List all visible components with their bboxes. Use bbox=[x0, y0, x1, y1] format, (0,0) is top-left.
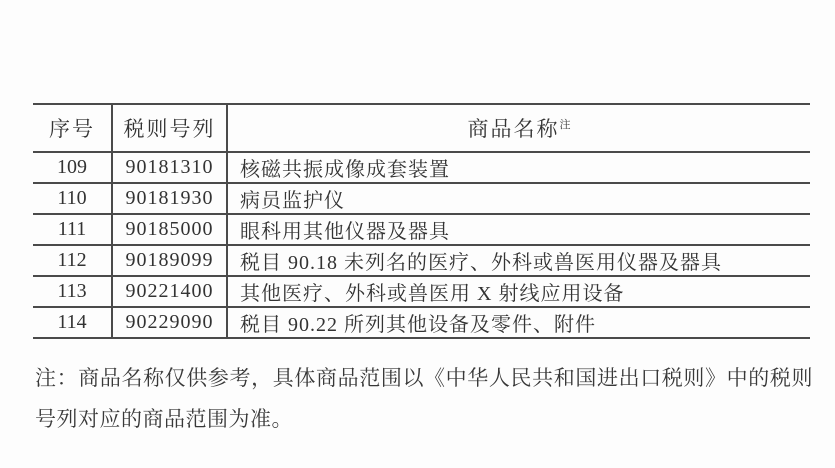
cell-seq: 113 bbox=[33, 276, 112, 307]
cell-name: 税目 90.22 所列其他设备及零件、附件 bbox=[227, 307, 810, 338]
header-seq: 序号 bbox=[33, 104, 112, 152]
cell-name: 病员监护仪 bbox=[227, 183, 810, 214]
table-header-row bbox=[33, 104, 810, 152]
cell-code: 90189099 bbox=[112, 245, 227, 276]
table-row bbox=[33, 276, 810, 307]
header-note-superscript: 注 bbox=[559, 119, 571, 131]
cell-seq: 114 bbox=[33, 307, 112, 338]
cell-seq: 109 bbox=[33, 152, 112, 183]
cell-name: 眼科用其他仪器及器具 bbox=[227, 214, 810, 245]
header-name-label: 商品名称 bbox=[467, 117, 560, 141]
cell-seq: 111 bbox=[33, 214, 112, 245]
cell-code: 90185000 bbox=[112, 214, 227, 245]
header-code: 税则号列 bbox=[112, 104, 227, 152]
cell-code: 90229090 bbox=[112, 307, 227, 338]
cell-code: 90221400 bbox=[112, 276, 227, 307]
cell-code: 90181930 bbox=[112, 183, 227, 214]
cell-name: 核磁共振成像成套装置 bbox=[227, 152, 810, 183]
table-row bbox=[33, 245, 810, 276]
table-row bbox=[33, 152, 810, 183]
table-row bbox=[33, 214, 810, 245]
cell-code: 90181310 bbox=[112, 152, 227, 183]
table-row bbox=[33, 307, 810, 338]
tariff-table bbox=[33, 103, 810, 339]
header-name bbox=[227, 104, 810, 152]
cell-name: 税目 90.18 未列名的医疗、外科或兽医用仪器及器具 bbox=[227, 245, 810, 276]
cell-seq: 112 bbox=[33, 245, 112, 276]
cell-seq: 110 bbox=[33, 183, 112, 214]
cell-name: 其他医疗、外科或兽医用 X 射线应用设备 bbox=[227, 276, 810, 307]
footnote-text: 注：商品名称仅供参考，具体商品范围以《中华人民共和国进出口税则》中的税则号列对应的商品范围为准。 bbox=[35, 366, 813, 431]
table-row bbox=[33, 183, 810, 214]
